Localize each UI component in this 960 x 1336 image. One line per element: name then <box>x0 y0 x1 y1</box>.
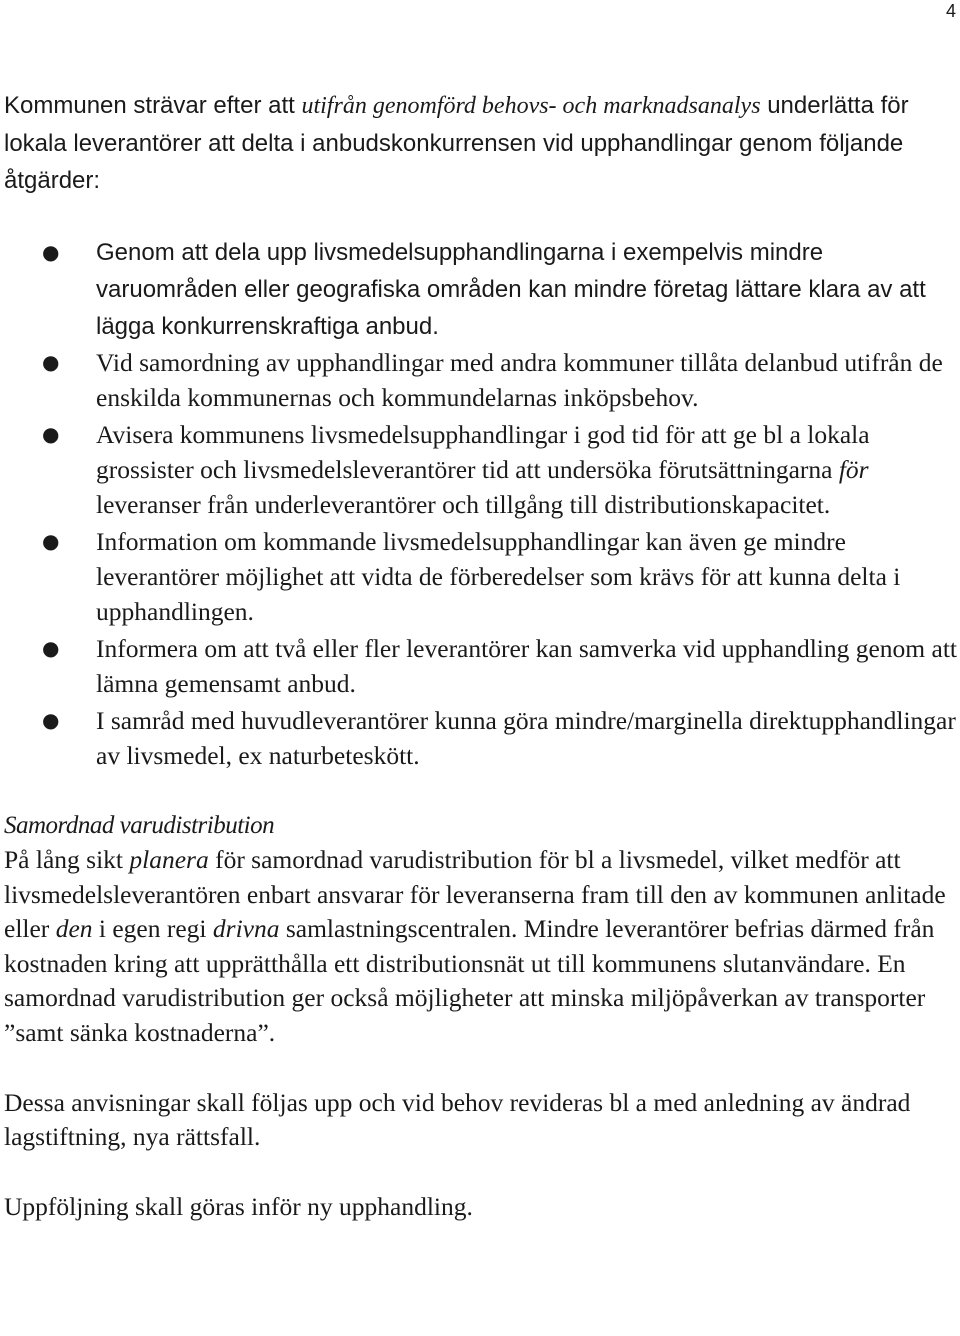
intro-text-end: underlätta för lokala leverantörer att delta i anbudskonkurrensen vid upphandlingar genom följande åtgärder: <box>4 92 909 194</box>
intro-emphasis: utifrån genomförd behovs- och marknadsanalys <box>301 93 761 119</box>
paragraph-text: På lång sikt <box>4 845 130 874</box>
paragraph-emphasis: planera <box>129 845 209 874</box>
section-heading: Samordnad varudistribution <box>4 812 275 839</box>
bullet-icon: ● <box>42 529 60 553</box>
list-item-text: Informera om att två eller fler leverantörer kan samverka vid upphandling genom att lämna gemensamt anbud. <box>96 634 957 698</box>
list-item-text: Vid samordning av upphandlingar med andra kommuner tillåta delanbud utifrån de enskilda kommunernas och kommundelarnas inköpsbehov. <box>96 348 943 412</box>
list-item <box>4 417 959 522</box>
list-item <box>4 234 959 345</box>
paragraph-text: samlastningscentralen. Mindre leverantörer befrias därmed från kostnaden kring att upprätthålla ett distributionsnät ut till kommunens slutanvändare. En samordnad varudistribution ger också möjligheter att minska miljöpåverkan av transporter ”samt sänka kostnaderna”. <box>4 914 935 1047</box>
intro-text-start: Kommunen strävar efter att <box>4 92 302 119</box>
list-item-text: Genom att dela upp livsmedelsupphandlingarna i exempelvis mindre varuområden eller geografiska områden kan mindre företag lättare klara av att lägga konkurrenskraftiga anbud. <box>96 239 926 340</box>
list-item <box>4 524 959 629</box>
list-item-text: Information om kommande livsmedelsupphandlingar kan även ge mindre leverantörer möjlighet att vidta de förberedelser som krävs för att kunna delta i upphandlingen. <box>96 527 901 626</box>
list-item <box>4 703 959 773</box>
final-paragraph: Uppföljning skall göras inför ny upphandling. <box>4 1191 473 1221</box>
paragraph-emphasis: den <box>55 914 93 944</box>
list-item-text: I samråd med huvudleverantörer kunna göra mindre/marginella direktupphandlingar av livsmedel, ex naturbeteskött. <box>96 706 956 770</box>
list-item-text: leveranser från underleverantörer och tillgång till distributionskapacitet. <box>96 490 831 519</box>
intro-paragraph <box>4 87 959 199</box>
bullet-icon: ● <box>42 708 60 732</box>
paragraph-text: i egen regi <box>92 914 213 944</box>
distribution-section <box>4 809 959 1051</box>
list-item <box>4 345 959 415</box>
list-item-emphasis: för <box>838 455 869 484</box>
paragraph-emphasis: drivna <box>212 914 280 944</box>
paragraph-text: för samordnad varudistribution för bl a livsmedel, vilket medför att livsmedelsleverantören enbart ansvarar för leveranserna fram till den av kommunen anlitade eller <box>4 845 946 944</box>
closing-paragraph: Dessa anvisningar skall följas upp och vid behov revideras bl a med anledning av ändrad lagstiftning, nya rättsfall. <box>4 1087 911 1152</box>
bullet-icon: ● <box>42 636 60 660</box>
list-item <box>4 631 959 701</box>
page-number: 4 <box>945 1 956 21</box>
bullet-icon: ● <box>42 422 60 446</box>
bullet-icon: ● <box>42 240 60 264</box>
bullet-icon: ● <box>42 350 60 374</box>
document-body <box>4 87 959 1224</box>
measures-list <box>4 234 959 773</box>
list-item-text: Avisera kommunens livsmedelsupphandlingar i god tid för att ge bl a lokala grossister och livsmedelsleverantörer tid att undersöka förutsättningarna <box>96 420 870 484</box>
distribution-paragraph <box>4 843 959 1051</box>
